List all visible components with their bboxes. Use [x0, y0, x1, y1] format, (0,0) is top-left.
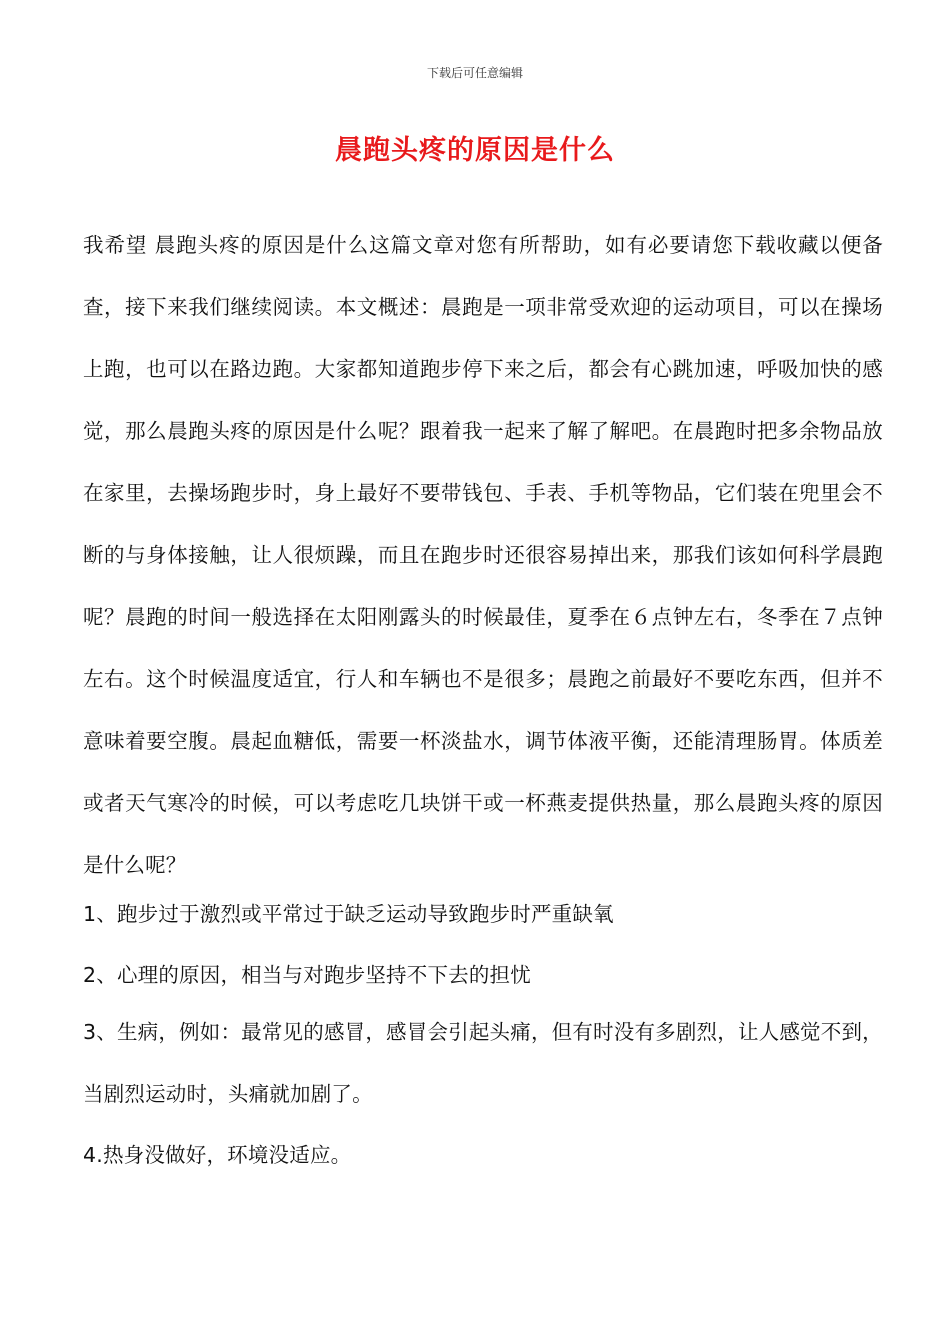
document-title: 晨跑头疼的原因是什么 [335, 135, 615, 166]
list-item-2: 2、心理的原因，相当与对跑步坚持不下去的担忧 [83, 963, 531, 987]
list-item-4: 4.热身没做好，环境没适应。 [83, 1143, 352, 1167]
header-note: 下载后可任意编辑 [426, 66, 523, 80]
intro-paragraph: 我希望 晨跑头疼的原因是什么这篇文章对您有所帮助，如有必要请您下载收藏以便备查，接下来我们继续阅读。本文概述：晨跑是一项非常受欢迎的运动项目，可以在操场上跑，也可以在路边跑。大家都知道跑步停下来之后，都会有心跳加速，呼吸加快的感觉，那么晨跑头疼的原因是什么呢？跟着我一起来了解了解吧。在晨跑时把多余物品放在家里，去操场跑步时，身上最好不要带钱包、手表、手机等物品，它们装在兜里会不断的与身体接触，让人很烦躁，而且在跑步时还很容易掉出来，那我们该如何科学晨跑呢？晨跑的时间一般选择在太阳刚露头的时候最佳，夏季在６点钟左右，冬季在７点钟左右。这个时候温度适宜，行人和车辆也不是很多；晨跑之前最好不要吃东西，但并不意味着要空腹。晨起血糖低，需要一杯淡盐水，调节体液平衡，还能清理肠胃。体质差或者天气寒冷的时候，可以考虑吃几块饼干或一杯燕麦提供热量，那么晨跑头疼的原因是什么呢？ [83, 233, 883, 877]
list-item-3: 3、生病，例如：最常见的感冒，感冒会引起头痛，但有时没有多剧烈，让人感觉不到，当剧烈运动时，头痛就加剧了。 [83, 1020, 883, 1106]
list-item-1: 1、跑步过于激烈或平常过于缺乏运动导致跑步时严重缺氧 [83, 902, 614, 926]
